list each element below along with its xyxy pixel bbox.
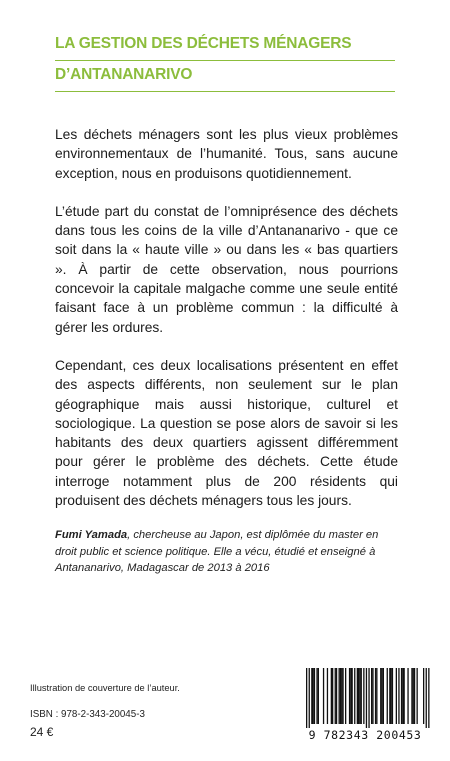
barcode-bar: [423, 668, 424, 724]
barcode-bar: [361, 668, 362, 724]
barcode-bar: [401, 668, 402, 724]
barcode-bar: [349, 668, 350, 724]
barcode: [294, 666, 436, 746]
barcode-bar: [426, 668, 427, 728]
title-line-2: D’ANTANANARIVO: [55, 66, 193, 83]
barcode-bar: [396, 668, 397, 724]
paragraph-2: L’étude part du constat de l’omniprésence des déchets dans tous les coins de la ville d’Antananarivo - que ce soit dans la « haute ville » ou dans les « bas quartiers ». À partir de cette observation, nous pourrions concevoir la capitale malgache comme une seule entité faisant face à un problème commun : la difficulté à gérer les ordures.: [55, 203, 398, 335]
barcode-bar: [350, 668, 351, 724]
title-line-1: LA GESTION DES DÉCHETS MÉNAGERS: [55, 35, 352, 52]
barcode-bar: [341, 668, 342, 724]
barcode-bar: [404, 668, 405, 724]
barcode-bar: [332, 668, 333, 724]
barcode-bar: [402, 668, 403, 724]
barcode-bar: [335, 668, 336, 724]
barcode-bar: [354, 668, 355, 724]
barcode-bar: [363, 668, 364, 724]
barcode-digits: 9 782343 200453: [308, 728, 422, 742]
barcode-bar: [428, 668, 429, 728]
title-rule-2: [55, 91, 395, 92]
barcode-bar: [316, 668, 317, 724]
barcode-bar: [339, 668, 340, 724]
barcode-bar: [345, 668, 346, 724]
barcode-bar: [359, 668, 360, 724]
barcode-bar: [368, 668, 369, 728]
barcode-bar: [357, 668, 358, 724]
barcode-bar: [407, 668, 408, 724]
barcode-bar: [323, 668, 324, 724]
barcode-bar: [383, 668, 384, 724]
paragraph-3: Cependant, ces deux localisations présentent en effet des aspects différents, non seulement sur le plan géographique mais aussi historique, culturel et sociologique. La question se pose alors de savoir si les habitants des deux quartiers agissent différemment pour gérer le problème des déchets. Cette étude interroge notamment plus de 200 résidents qui produisent des déchets ménagers tous les jours.: [55, 357, 398, 509]
barcode-bars: [294, 666, 436, 728]
barcode-bar: [366, 668, 367, 728]
barcode-bar: [380, 668, 381, 724]
barcode-bar: [306, 668, 307, 728]
barcode-bar: [381, 668, 382, 724]
title-block: [55, 30, 395, 92]
barcode-bar: [391, 668, 392, 724]
barcode-bar: [387, 668, 388, 724]
paragraph-1: Les déchets ménagers sont les plus vieux problèmes environnementaux de l’humanité. Tous, sans aucune exception, nous en produisons quotidiennement.: [55, 127, 398, 181]
price: 24 €: [30, 725, 54, 739]
barcode-bar: [371, 668, 372, 724]
barcode-bar: [331, 668, 332, 724]
barcode-bar: [327, 668, 328, 724]
barcode-bar: [342, 668, 343, 724]
author-bio-text: , chercheuse au Japon, est diplômée du master en droit public et science politique. Elle a vécu, étudié et enseigné à Antananarivo, Madagascar de 2013 à 2016: [55, 529, 379, 574]
author-name: Fumi Yamada: [55, 529, 128, 541]
barcode-bar: [413, 668, 414, 724]
barcode-bar: [352, 668, 353, 724]
barcode-bar: [314, 668, 315, 724]
barcode-bar: [417, 668, 418, 724]
barcode-bar: [336, 668, 337, 724]
barcode-bar: [414, 668, 415, 724]
barcode-bar: [389, 668, 390, 724]
author-bio: [55, 527, 400, 577]
isbn: ISBN : 978-2-343-20045-3: [30, 709, 145, 720]
barcode-bar: [318, 668, 319, 724]
barcode-bar: [375, 668, 376, 724]
barcode-bar: [398, 668, 399, 724]
barcode-bar: [313, 668, 314, 724]
barcode-bar: [376, 668, 377, 724]
barcode-bar: [392, 668, 393, 724]
barcode-bar: [309, 668, 310, 728]
back-cover-text: [55, 125, 398, 529]
cover-credit: Illustration de couverture de l’auteur.: [30, 683, 180, 693]
barcode-bar: [311, 668, 312, 724]
barcode-bar: [411, 668, 412, 724]
barcode-bar: [372, 668, 373, 724]
barcode-bar: [340, 668, 341, 724]
barcode-bar: [358, 668, 359, 724]
